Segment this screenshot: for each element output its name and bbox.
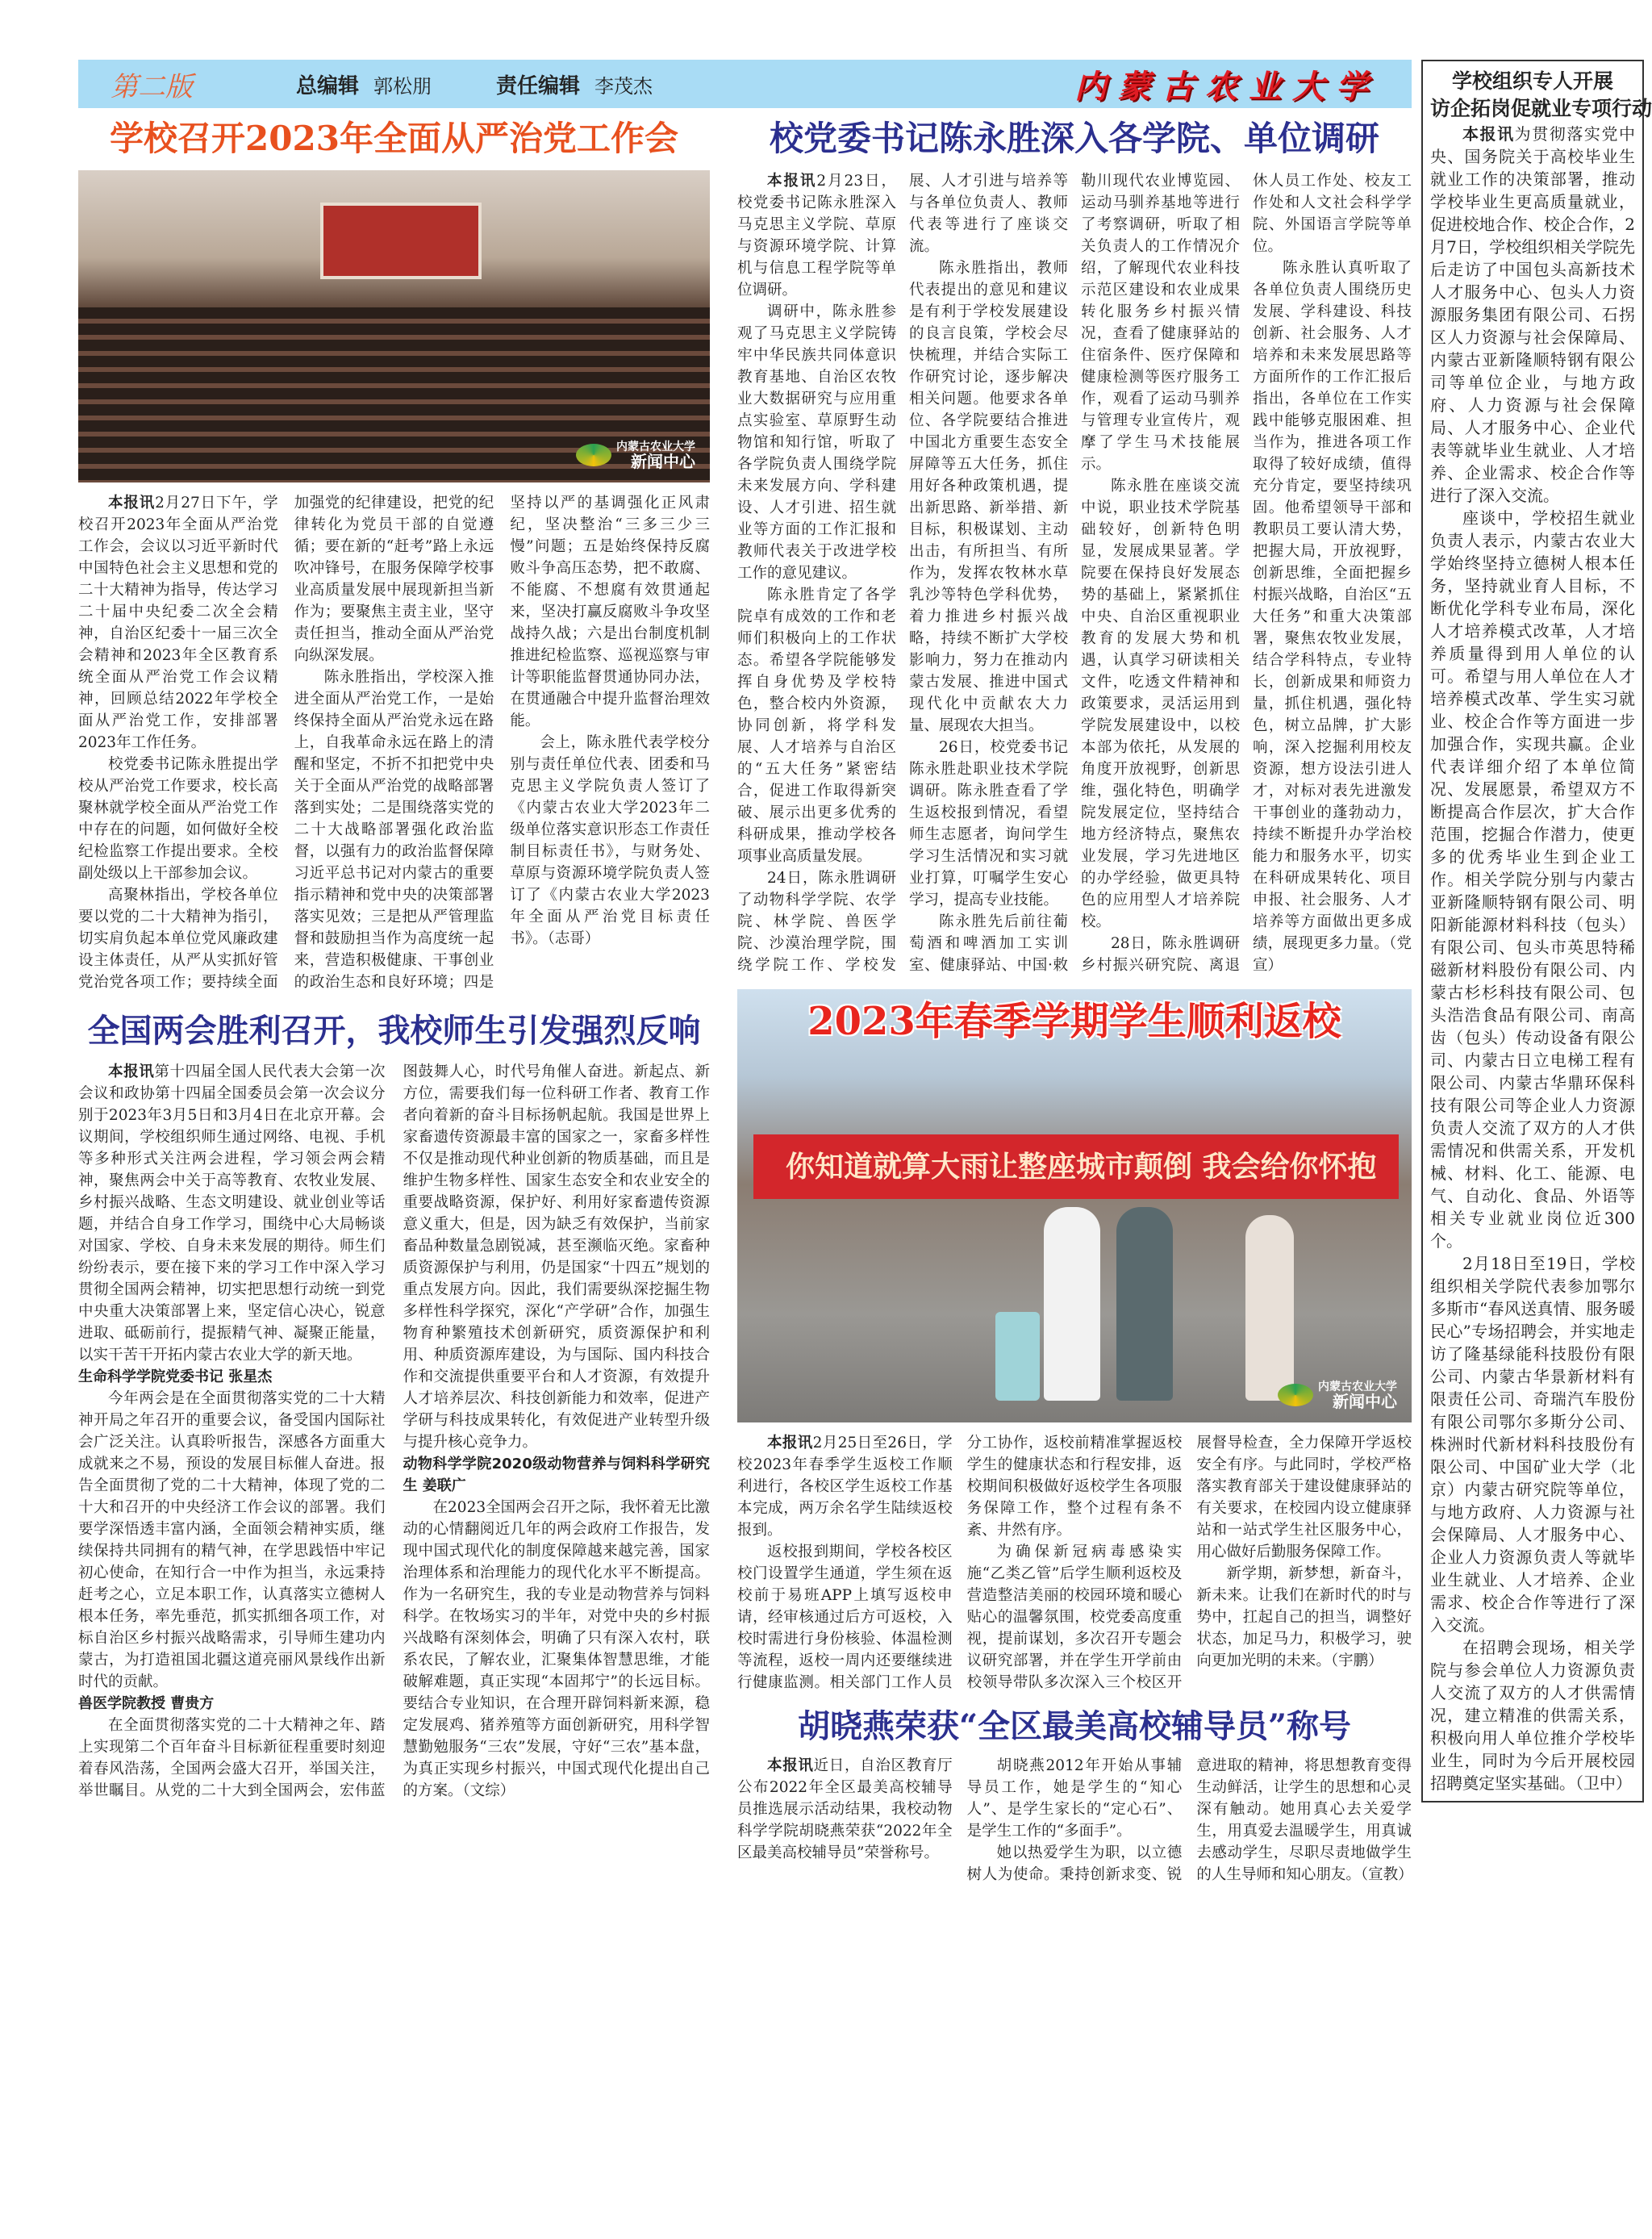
- paragraph: 陈永胜先后前往葡萄酒和啤酒加工实训室、健康驿站、中国·敕勒川现代农业博览园、运动马驯养基地等进行了考察调研，听取了相关负责人的工作情况介绍，了解现代农业科技示范区建设和农业成果转化服务乡村振兴情况，查看了健康驿站的住宿条件、医疗保障和健康检测等医疗服务工作，观看了运动马驯养与管理专业宣传片，观摩了学生马术技能展示。: [909, 172, 1240, 974]
- student-figure: [1116, 1207, 1173, 1401]
- article5-body: [737, 1755, 1412, 1886]
- paragraph: 在2023全国两会召开之际，我怀着无比激动的心情翻阅近几年的两会政府工作报告，发现中国式现代化的制度保障越来越完善，国家治理体系和治理能力的现代化水平不断提高。作为一名研究生，我的专业是动物营养与饲料科学。在牧场实习的半年，对党中央的乡村振兴战略有深刻体会，明确了只有深入农村，联系农民，了解农业，汇聚集体智慧思维，才能破解难题，真正实现“本固邦宁”的长远目标。要结合专业知识，在合理开辟饲料新来源，稳定发展鸡、猪养殖等方面创新研究，用科学智慧勤勉服务“三农”发展，守好“三农”基本盘，为真正实现乡村振兴，中国式现代化提出自己的方案。（文综）: [403, 1498, 710, 1799]
- speaker-heading: 生命科学学院党委书记 张星杰: [78, 1368, 273, 1385]
- masthead-logo: 内蒙古农业大学: [1074, 67, 1379, 106]
- sidebar-article: [1421, 60, 1652, 1802]
- article5-title: 胡晓燕荣获“全区最美高校辅导员”称号: [797, 1706, 1351, 1745]
- right-column: [737, 118, 1412, 1886]
- article1-body: [78, 492, 710, 993]
- paragraph: 本报讯2月23日，校党委书记陈永胜深入马克思主义学院、草原与资源环境学院、计算机与信息工程学院等单位调研。: [737, 172, 896, 299]
- suitcase: [995, 1312, 1040, 1401]
- edition-label: 第二版: [111, 70, 193, 103]
- article1-title: 学校召开2023年全面从严治党工作会: [110, 119, 678, 158]
- chief-editor-name: 郭松朋: [373, 74, 432, 98]
- student-figure: [1245, 1215, 1294, 1401]
- paragraph: 新学期，新梦想，新奋斗，新未来。让我们在新时代的时与势中，扛起自己的担当，调整好状态，加足马力，积极学习，驶向更加光明的未来。（宇鹏）: [1196, 1564, 1412, 1669]
- left-column: [78, 118, 710, 1802]
- paragraph: 陈永胜指出，学校深入推进全面从严治党工作，一是始终保持全面从严治党永远在路上，自我革命永远在路上的清醒和坚定，不折不扣把党中央关于全面从严治党的战略部署落到实处；二是围绕落实党的二十大战略部署强化政治监督，以强有力的政治监督保障习近平总书记对内蒙古的重要指示精神和党中央的决策部署落实见效；三是把从严管理监督和鼓励担当作为高度统一起来，营造积极健康、干事创业的政治生态和良好环境；四是坚持以严的基调强化正风肃纪，坚决整治“三多三少三慢”问题；五是始终保持反腐败斗争高压态势，把不敢腐、不能腐、不想腐有效贯通起来，坚决打赢反腐败斗争攻坚战持久战；六是出台制度机制推进纪检监察、巡视巡察与审计等职能监督贯通协同办法，在贯通融合中提升监督治理效能。: [294, 494, 710, 991]
- editor-name: 李茂杰: [594, 74, 653, 98]
- paragraph: 陈永胜在座谈交流中说，职业技术学院基础较好，创新特色明显，发展成果显著。学院要在保持良好发展态势的基础上，紧紧抓住中央、自治区重视职业教育的发展大势和机遇，认真学习研读相关文件，吃透文件精神和政策要求，灵活运用到学院发展建设中，以校本部为依托，从发展的角度开放视野，创新思维，强化特色，明确学院发展定位，坚持结合地方经济特点，聚焦农业发展，学习先进地区的办学经验，做更具特色的应用型人才培养院校。: [1081, 477, 1240, 930]
- speaker-heading: 兽医学院教授 曹贵方: [78, 1694, 215, 1712]
- paragraph: 24日，陈永胜调研了动物科学学院、农学院、林学院、兽医学院、沙漠治理学院，围绕学院工作、学校发展、人才引进与培养等与各单位负责人、教师代表等进行了座谈交流。: [737, 172, 1068, 974]
- article2-title: 校党委书记陈永胜深入各学院、单位调研: [769, 119, 1379, 158]
- paragraph: 2月18日至19日，学校组织相关学院代表参加鄂尔多斯市“春风送真情、服务暖民心”专场招聘会，并实地走访了隆基绿能科技股份有限公司、内蒙古华景新材料有限责任公司、奇瑞汽车股份有限公司鄂尔多斯分公司、株洲时代新材料科技股份有限公司、中国矿业大学（北京）内蒙古研究院等单位，与地方政府、人力资源与社会保障局、人才服务中心、企业人力资源负责人等就毕业生就业、人才培养、企业需求、校企合作等进行了深入交流。: [1430, 1254, 1635, 1635]
- sidebar-body: [1430, 123, 1635, 1794]
- paragraph: 今年两会是在全面贯彻落实党的二十大精神开局之年召开的重要会议，备受国内国际社会广泛关注。认真聆听报告，深感各方面重大成就来之不易，预设的发展目标催人奋进。报告全面贯彻了党的二十大精神，体现了党的二十大和召开的中央经济工作会议的部署。我们要学深悟透丰富内涵，全面领会精神实质，继续保持共同拥有的精气神，在学思践悟中牢记初心使命，在知行合一中作为担当，永远秉持赶考之心，立足本职工作，认真落实立德树人根本任务，率先垂范，抓实抓细各项工作，对标自治区乡村振兴战略需求，引导师生建功内蒙古，为打造祖国北疆这道亮丽风景线作出新时代的贡献。: [78, 1389, 386, 1690]
- paragraph: 座谈中，学校招生就业负责人表示，内蒙古农业大学始终坚持立德树人根本任务，坚持就业育人目标，不断优化学科专业布局，深化人才培养模式改革，人才培养质量得到用人单位的认可。希望与用人单位在人才培养模式改革、学生实习就业、校企合作等方面进一步加强合作，实现共赢。企业代表详细介绍了本单位简况、发展愿景，希望双方不断提高合作层次，扩大合作范围，挖掘合作潜力，使更多的优秀毕业生到企业工作。相关学院分别与内蒙古亚新隆顺特钢有限公司、明阳新能源材料科技（包头）有限公司、包头市英思特稀磁新材料股份有限公司、内蒙古杉杉科技有限公司、包头浩浩食品有限公司、南高齿（包头）传动设备有限公司、内蒙古日立电梯工程有限公司、内蒙古华鼎环保科技有限公司等企业人力资源负责人交流了双方的人才供需情况和供需关系，开发机械、材料、化工、能源、电气、自动化、食品、外语等相关专业就业岗位近300个。: [1430, 508, 1635, 1251]
- article2-body: [737, 170, 1412, 976]
- lead-label: 本报讯: [767, 1757, 814, 1774]
- paragraph: 本报讯2月27日下午，学校召开2023年全面从严治党工作会，会议以习近平新时代中国特色社会主义思想和党的二十大精神为指导，传达学习二十届中央纪委二次全会精神，自治区纪委十一届三次全会精神和2023年全区教育系统全面从严治党工作会议精神，回顾总结2022年学校全面从严治党工作，安排部署2023年工作任务。: [78, 494, 278, 751]
- editor-label: 责任编辑: [496, 73, 581, 98]
- paragraph: 本报讯第十四届全国人民代表大会第一次会议和政协第十四届全国委员会第一次会议分别于2023年3月5日和3月4日在北京开幕。会议期间，学校组织师生通过网络、电视、手机等多种形式关注两会进程，学习领会两会精神，聚焦两会中关于高等教育、农牧业发展、乡村振兴战略、生态文明建设、就业创业等话题，并结合自身工作学习，围绕中心大局畅谈对国家、学校、自身未来发展的期待。师生们纷纷表示，要在接下来的学习工作中深入学习贯彻全国两会精神，切实把思想行动统一到党中央重大决策部署上来，坚定信心决心，锐意进取、砥砺前行，提振精气神、凝聚正能量，以实干苦干开拓内蒙古农业大学的新天地。: [78, 1063, 386, 1364]
- paragraph: 28日，陈永胜调研乡村振兴研究院、离退休人员工作处、校友工作处和人文社会科学学院、外国语言学院等单位。: [1081, 172, 1412, 974]
- paragraph: 会上，陈永胜代表学校分别与责任单位代表、团委和马克思主义学院负责人签订了《内蒙古农业大学2023年二级单位落实意识形态工作责任制目标责任书》，与财务处、草原与资源环境学院负责人签订了《内蒙古农业大学2023年全面从严治党目标责任书》。（志哥）: [510, 733, 710, 947]
- sidebar-title-line2: 访企拓岗促就业专项行动: [1430, 97, 1652, 120]
- paragraph: 她以热爱学生为职，以立德树人为使命。秉持创新求变、锐意进取的精神，将思想教育变得生动鲜活，让学生的思想和心灵深有触动。她用真心去关爱学生，用真爱去温暖学生，用真诚去感动学生，尽职尽责地做学生的人生导师和知心朋友。（宣教）: [966, 1757, 1413, 1883]
- paragraph: 本报讯为贯彻落实党中央、国务院关于高校毕业生就业工作的决策部署，推动学校毕业生更高质量就业，促进校地合作、校企合作，2月7日，学校组织相关学院先后走访了中国包头高新技术人才服务中心、包头人力资源服务集团有限公司、石拐区人力资源与社会保障局、内蒙古亚新隆顺特钢有限公司等单位企业，与地方政府、人力资源与社会保障局、人才服务中心、企业代表等就毕业生就业、人才培养、企业需求、校企合作等进行了深入交流。: [1430, 124, 1636, 505]
- paragraph: 在招聘会现场，相关学院与参会单位人力资源负责人交流了双方的人才供需情况，建立精准的供需关系，积极向用人单位推介学校毕业生，同时为今后开展校园招聘奠定坚实基础。（卫中）: [1430, 1638, 1635, 1793]
- red-banner: 你知道就算大雨让整座城市颠倒 我会给你怀抱: [753, 1134, 1399, 1199]
- speaker-heading: 动物科学学院2020级动物营养与饲料科学研究生 姜联广: [403, 1455, 710, 1494]
- paragraph: 本报讯2月25日至26日，学校2023年春季学生返校工作顺利进行，各校区学生返校工作基本完成，两万余名学生陆续返校报到。: [737, 1434, 953, 1539]
- students-returning-photo: [737, 989, 1412, 1422]
- paragraph: 返校报到期间，学校各校区校门设置学生通道，学生须在返校前于易班APP上填写返校申请，经审核通过后方可返校，入校时需进行身份核验、体温检测等流程，返校一周内还要继续进行健康监测。相关部门工作人员分工协作，返校前精准掌握返校学生的健康状态和行程安排，返校期间积极做好返校学生各项服务保障工作，整个过程有条不紊、井然有序。: [737, 1434, 1183, 1691]
- lead-label: 本报讯: [108, 1063, 155, 1080]
- paragraph: 本报讯近日，自治区教育厅公布2022年全区最美高校辅导员推选展示活动结果，我校动物科学学院胡晓燕荣获“2022年全区最美高校辅导员”荣誉称号。: [737, 1757, 953, 1861]
- paragraph: 陈永胜认真听取了各单位负责人围绕历史发展、学科建设、科技创新、社会服务、人才培养和未来发展思路等方面所作的工作汇报后指出，各单位在工作实践中能够克服困难、担当作为，推进各项工作取得了较好成绩，值得充分肯定，要坚持续巩固。他希望领导干部和教职员工要认清大势，把握大局，开放视野，创新思维，全面把握乡村振兴战略，自治区“五大任务”和重大决策部署，聚焦农牧业发展，结合学科特点，专业特长，创新成果和师资力量，抓住机遇，强化特色，树立品牌，扩大影响，深入挖掘利用校友资源，想方设法引进人才，对标对表先进激发干事创业的蓬勃动力，持续不断提升办学治校能力和服务水平，切实在科研成果转化、项目申报、社会服务、人才培养等方面做出更多成绩，展现更多力量。（党宣）: [1253, 259, 1412, 974]
- paragraph: 高聚林指出，学校各单位要以党的二十大精神为指引，切实肩负起本单位党风廉政建设主体责任，从严从实抓好管党治党各项工作；要持续全面加强党的纪律建设，把党的纪律转化为党员干部的自觉遵循；要在新的“赶考”路上永远吹冲锋号，在服务保障学校事业高质量发展中展现新担当新作为；要聚焦主责主业，坚守责任担当，推动全面从严治党向纵深发展。: [78, 494, 494, 991]
- paragraph: 26日，校党委书记陈永胜赴职业技术学院调研。陈永胜查看了学生返校报到情况，看望师生志愿者，询问学生学习生活情况和实习就业打算，叮嘱学生安心学习，提高专业技能。: [909, 738, 1068, 909]
- paragraph: 陈永胜肯定了各学院卓有成效的工作和老师们积极向上的工作状态。希望各学院能够发挥自身优势及学校特色，整合校内外资源，协同创新，将学科发展、人才培养与自治区的“五大任务”紧密结合，促进工作取得新突破、展示出更多优秀的科研成果，推动学校各项事业高质量发展。: [737, 586, 896, 865]
- news-center-logo: 内蒙古农业大学 新闻中心: [576, 440, 695, 471]
- article4-title: 2023年春季学期学生顺利返校: [807, 998, 1341, 1044]
- page-header: [78, 60, 1412, 108]
- paragraph: 胡晓燕2012年开始从事辅导员工作，她是学生的“知心人”、是学生家长的“定心石”、是学生工作的“多面手”。: [966, 1757, 1183, 1840]
- paragraph: 陈永胜指出，教师代表提出的意见和建议是有利于学校发展建设的良言良策，学校会尽快梳理，并结合实际工作研究讨论，逐步解决相关问题。他要求各单位、各学院要结合推进中国北方重要生态安全屏障等五大任务，抓住用好各种政策机遇，提出新思路、新举措、新目标，积极谋划、主动出击，有所担当、有所作为，发挥农牧林水草乳沙等特色学科优势，着力推进乡村振兴战略，持续不断扩大学校影响力，努力在推动内蒙古发展、推进中国式现代化中贡献农大力量、展现农大担当。: [909, 259, 1068, 734]
- lead-label: 本报讯: [1462, 124, 1515, 144]
- article3-body: [78, 1061, 710, 1802]
- sidebar-title-line1: 学校组织专人开展: [1451, 69, 1613, 93]
- lead-label: 本报讯: [108, 494, 156, 512]
- paragraph: 在全面贯彻落实党的二十大精神之年、踏上实现第二个百年奋斗目标新征程重要时刻迎着春风浩荡，全国两会盛大召开，举国关注，举世瞩目。从党的二十大到全国两会，宏伟蓝图鼓舞人心，时代号角催人奋进。新起点、新方位，需要我们每一位科研工作者、教育工作者向着新的奋斗目标扬帆起航。我国是世界上家畜遗传资源最丰富的国家之一，家畜多样性不仅是推动现代种业创新的物质基础，而且是维护生物多样性、国家生态安全和农业安全的重要战略资源，保护好、利用好家畜遗传资源意义重大，但是，因为缺乏有效保护，当前家畜品种数量急剧锐减，甚至濒临灭绝。家畜种质资源保护与利用，仍是国家“十四五”规划的重点发展方向。因此，我们需要纵深挖掘生物多样性科学探究，深化“产学研”合作，加强生物育种繁殖技术创新研究，质资源保护和利用、种质资源库建设，为与国际、国内科技合作和交流提供重要平台和人才资源，有效提升人才培养层次、科技创新能力和效率，促进产学研与科技成果转化，有效促进产业转型升级与提升核心竞争力。: [78, 1063, 710, 1799]
- lead-label: 本报讯: [767, 1434, 813, 1452]
- paragraph: 校党委书记陈永胜提出学校从严治党工作要求，校长高聚林就学校全面从严治党工作中存在的问题，如何做好全校纪检监察工作提出要求。全校副处级以上干部参加会议。: [78, 755, 278, 882]
- article3-title: 全国两会胜利召开，我校师生引发强烈反响: [87, 1011, 701, 1050]
- student-figure: [1044, 1207, 1100, 1401]
- lead-label: 本报讯: [767, 172, 817, 190]
- article4-body: [737, 1432, 1412, 1694]
- meeting-screen: [320, 203, 482, 279]
- news-center-logo: 内蒙古农业大学 新闻中心: [1278, 1380, 1397, 1411]
- chief-editor-label: 总编辑: [296, 73, 360, 98]
- paragraph: 调研中，陈永胜参观了马克思主义学院铸牢中华民族共同体意识教育基地、自治区农牧业大数据研究与应用重点实验室、草原野生动物馆和知行馆，听取了各学院负责人围绕学院未来发展方向、学科建设、人才引进、招生就业等方面的工作汇报和教师代表关于改进学校工作的意见建议。: [737, 303, 896, 582]
- meeting-photo: [78, 170, 710, 482]
- paragraph: 为确保新冠病毒感染实施“乙类乙管”后学生顺利返校及营造整洁美丽的校园环境和暖心贴心的温馨氛围，校党委高度重视，提前谋划，多次召开专题会议研究部署，并在学生开学前由校领导带队多次深入三个校区开展督导检查，全力保障开学返校安全有序。与此同时，学校严格落实教育部关于建设健康驿站的有关要求，在校园内设立健康驿站和一站式学生社区服务中心，用心做好后勤服务保障工作。: [966, 1434, 1412, 1691]
